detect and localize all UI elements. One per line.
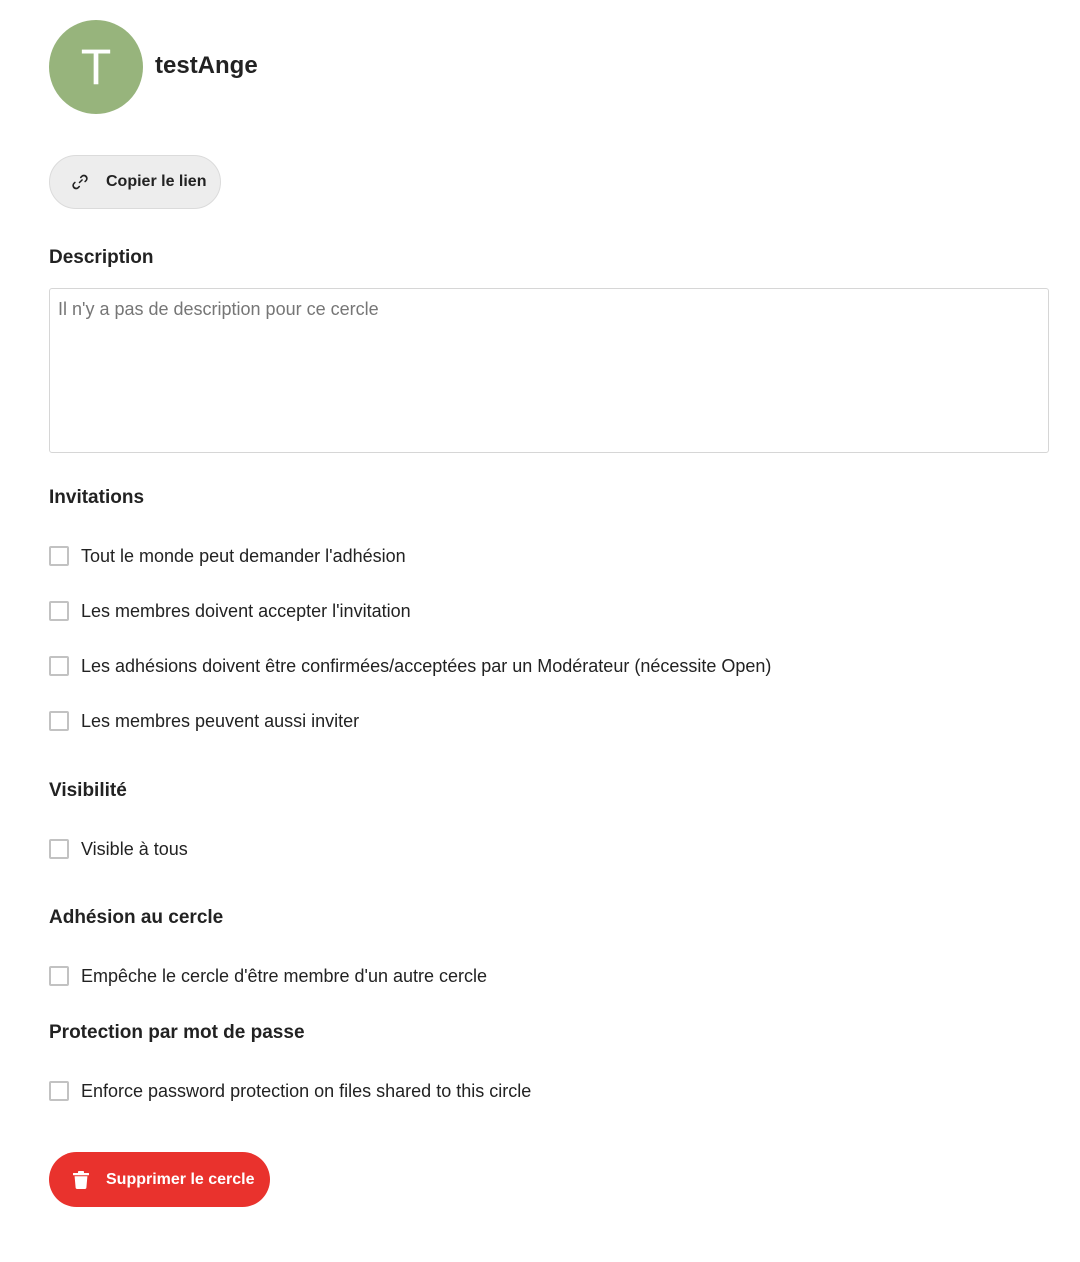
checkbox-members-accept-invitation[interactable] xyxy=(49,598,411,624)
checkbox-label: Tout le monde peut demander l'adhésion xyxy=(81,545,406,566)
invitations-title: Invitations xyxy=(49,487,145,508)
link-icon xyxy=(71,173,89,191)
delete-circle-label: Supprimer le cercle xyxy=(106,1170,255,1188)
visibility-title: Visibilité xyxy=(49,780,127,801)
avatar-letter: T xyxy=(80,39,112,95)
checkbox-visible-to-all[interactable] xyxy=(49,836,188,862)
password-title: Protection par mot de passe xyxy=(49,1022,305,1043)
copy-link-button[interactable] xyxy=(49,155,221,209)
checkbox-square[interactable] xyxy=(49,839,69,859)
circle-avatar xyxy=(49,20,143,114)
checkbox-label: Les adhésions doivent être confirmées/acceptées par un Modérateur (nécessite Open) xyxy=(81,655,772,676)
checkbox-prevent-circle-membership[interactable] xyxy=(49,963,487,989)
circle-name: testAnge xyxy=(155,52,258,79)
checkbox-square[interactable] xyxy=(49,1081,69,1101)
checkbox-square[interactable] xyxy=(49,966,69,986)
description-title: Description xyxy=(49,247,154,268)
membership-title: Adhésion au cercle xyxy=(49,907,224,928)
checkbox-square[interactable] xyxy=(49,546,69,566)
checkbox-square[interactable] xyxy=(49,711,69,731)
checkbox-enforce-password[interactable] xyxy=(49,1078,531,1104)
checkbox-label: Les membres peuvent aussi inviter xyxy=(81,710,360,731)
trash-icon xyxy=(73,1171,89,1189)
checkbox-members-can-invite[interactable] xyxy=(49,708,359,734)
checkbox-label: Visible à tous xyxy=(81,838,188,859)
checkbox-label: Empêche le cercle d'être membre d'un autre cercle xyxy=(81,965,488,986)
checkbox-moderator-confirmation[interactable] xyxy=(49,653,771,679)
delete-circle-button[interactable] xyxy=(49,1152,270,1207)
checkbox-label: Enforce password protection on files shared to this circle xyxy=(81,1080,532,1101)
checkbox-label: Les membres doivent accepter l'invitation xyxy=(81,600,411,621)
checkbox-square[interactable] xyxy=(49,601,69,621)
checkbox-anyone-can-request[interactable] xyxy=(49,543,406,569)
description-input[interactable] xyxy=(49,288,1049,453)
copy-link-label: Copier le lien xyxy=(106,173,207,190)
checkbox-square[interactable] xyxy=(49,656,69,676)
